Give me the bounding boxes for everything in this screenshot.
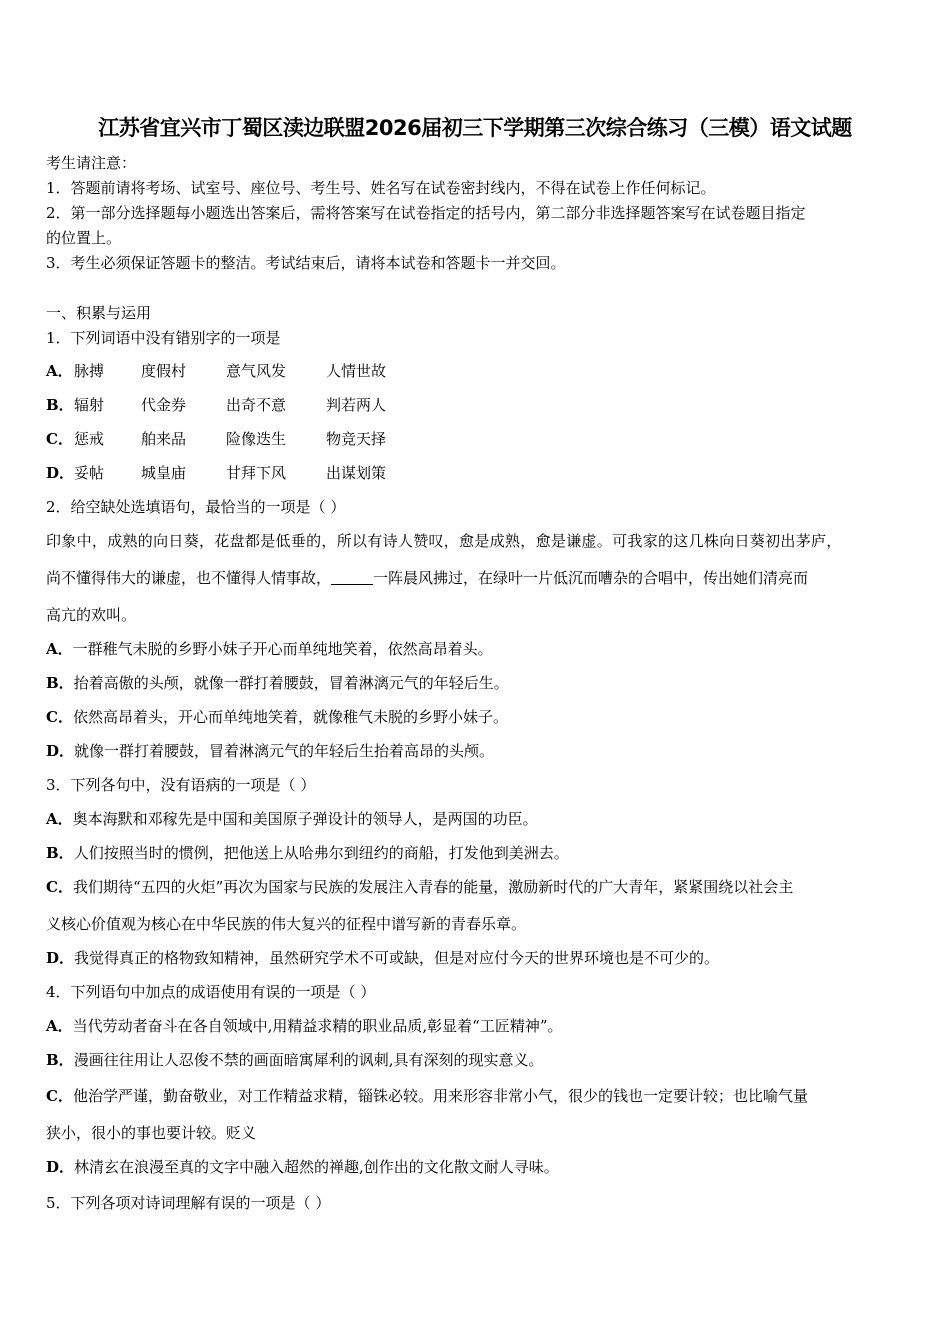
q4-option-b — [46, 1049, 543, 1070]
q2-passage-line-2 — [46, 567, 808, 588]
q1-option-a — [46, 360, 387, 381]
option-text: 我觉得真正的格物致知精神，虽然研究学术不可或缺，但是对应付今天的世界环境也是不可少的。 — [74, 949, 720, 967]
option-label: A． — [46, 810, 73, 828]
option-word: 城皇庙 — [141, 464, 187, 482]
question-5-stem: 5．下列各项对诗词理解有误的一项是（ ） — [46, 1194, 331, 1212]
option-label: D． — [46, 742, 75, 760]
option-text: 抬着高傲的头颅，就像一群打着腰鼓，冒着淋漓元气的年轻后生。 — [73, 674, 509, 692]
question-1-stem: 1．下列词语中没有错别字的一项是 — [46, 329, 281, 347]
q3-option-a — [46, 808, 538, 829]
q1-option-b — [46, 394, 387, 415]
option-word: 度假村 — [141, 362, 187, 380]
option-text: 一群稚气未脱的乡野小妹子开心而单纯地笑着，依然高昂着头。 — [72, 640, 493, 658]
q4-option-c — [46, 1085, 808, 1106]
option-word: 甘拜下风 — [226, 464, 287, 482]
option-label: A． — [46, 362, 73, 380]
option-text: 他治学严谨，勤奋敬业，对工作精益求精，锱铢必较。用来形容非常小气，很少的钱也一定要计较；也比喻气量 — [72, 1087, 808, 1105]
option-label: D． — [46, 1158, 75, 1176]
q4-option-d — [46, 1156, 559, 1177]
section-heading: 一、积累与运用 — [46, 304, 152, 322]
q2-option-b — [46, 672, 509, 693]
option-word: 惩戒 — [74, 430, 105, 448]
q2-option-c — [46, 706, 508, 727]
option-word: 脉搏 — [74, 362, 105, 380]
option-word: 判若两人 — [326, 396, 387, 414]
q3-option-c-cont: 义核心价值观为核心在中华民族的伟大复兴的征程中谱写新的青春乐章。 — [46, 915, 527, 933]
option-label: C． — [46, 430, 73, 448]
option-label: B． — [46, 1051, 74, 1069]
q2-option-a — [46, 638, 493, 659]
option-text: 漫画往往用让人忍俊不禁的画面暗寓犀利的讽刺,具有深刻的现实意义。 — [73, 1051, 544, 1069]
option-word: 物竞天择 — [326, 430, 387, 448]
option-word: 代金券 — [141, 396, 187, 414]
passage-text: 尚不懂得伟大的谦虚，也不懂得人情事故， — [46, 569, 332, 587]
question-3-stem: 3．下列各句中，没有语病的一项是（ ） — [46, 776, 316, 794]
option-text: 当代劳动者奋斗在各自领域中,用精益求精的职业品质,彰显着“工匠精神”。 — [72, 1017, 563, 1035]
option-label: C． — [46, 708, 73, 726]
q1-option-d — [46, 462, 387, 483]
option-word: 险像迭生 — [226, 430, 287, 448]
notice-item-2: 2．第一部分选择题每小题选出答案后，需将答案写在试卷指定的括号内，第二部分非选择题答案写在试卷题目指定 — [46, 204, 806, 222]
option-text: 依然高昂着头，开心而单纯地笑着，就像稚气未脱的乡野小妹子。 — [72, 708, 508, 726]
answer-blank — [331, 570, 373, 585]
q2-passage-line-3: 高亢的欢叫。 — [46, 606, 137, 624]
q4-option-c-cont: 狭小，很小的事也要计较。贬义 — [46, 1124, 257, 1142]
option-label: D． — [46, 949, 75, 967]
notice-item-1: 1．答题前请将考场、试室号、座位号、考生号、姓名写在试卷密封线内，不得在试卷上作任何标记。 — [46, 179, 716, 197]
option-word: 辐射 — [74, 396, 105, 414]
option-text: 就像一群打着腰鼓，冒着淋漓元气的年轻后生抬着高昂的头颅。 — [74, 742, 495, 760]
q2-passage-line-1: 印象中，成熟的向日葵，花盘都是低垂的，所以有诗人赞叹，愈是成熟，愈是谦虚。可我家的这几株向日葵初出茅庐， — [46, 532, 842, 550]
option-label: A． — [46, 640, 73, 658]
q1-option-c — [46, 428, 387, 449]
option-text: 奥本海默和邓稼先是中国和美国原子弹设计的领导人，是两国的功臣。 — [72, 810, 538, 828]
question-2-stem: 2．给空缺处选填语句，最恰当的一项是（ ） — [46, 498, 346, 516]
option-label: A． — [46, 1017, 73, 1035]
option-label: B． — [46, 844, 74, 862]
option-word: 出谋划策 — [326, 464, 387, 482]
option-word: 出奇不意 — [226, 396, 287, 414]
option-label: B． — [46, 396, 74, 414]
option-label: C． — [46, 1087, 73, 1105]
q3-option-d — [46, 947, 719, 968]
option-text: 林清玄在浪漫至真的文字中融入超然的禅趣,创作出的文化散文耐人寻味。 — [74, 1158, 559, 1176]
option-label: C． — [46, 878, 73, 896]
option-word: 人情世故 — [326, 362, 387, 380]
passage-text: 一阵晨风拂过，在绿叶一片低沉而嘈杂的合唱中，传出她们清亮而 — [373, 569, 809, 587]
option-word: 舶来品 — [141, 430, 187, 448]
option-text: 我们期待“五四的火炬”再次为国家与民族的发展注入青春的能量，激励新时代的广大青年，紧紧围绕以社会主 — [72, 878, 794, 896]
option-word: 妥帖 — [74, 464, 105, 482]
q3-option-c — [46, 876, 793, 897]
option-label: D． — [46, 464, 75, 482]
option-word: 意气风发 — [226, 362, 287, 380]
q3-option-b — [46, 842, 569, 863]
q4-option-a — [46, 1015, 563, 1036]
page-title: 江苏省宜兴市丁蜀区渎边联盟2026届初三下学期第三次综合练习（三模）语文试题 — [98, 116, 852, 140]
notice-heading: 考生请注意： — [46, 154, 137, 172]
notice-item-2-cont: 的位置上。 — [46, 229, 122, 247]
q2-option-d — [46, 740, 494, 761]
notice-item-3: 3．考生必须保证答题卡的整洁。考试结束后，请将本试卷和答题卡一并交回。 — [46, 254, 566, 272]
question-4-stem: 4．下列语句中加点的成语使用有误的一项是（ ） — [46, 983, 376, 1001]
option-label: B． — [46, 674, 74, 692]
option-text: 人们按照当时的惯例，把他送上从哈弗尔到纽约的商船，打发他到美洲去。 — [73, 844, 569, 862]
